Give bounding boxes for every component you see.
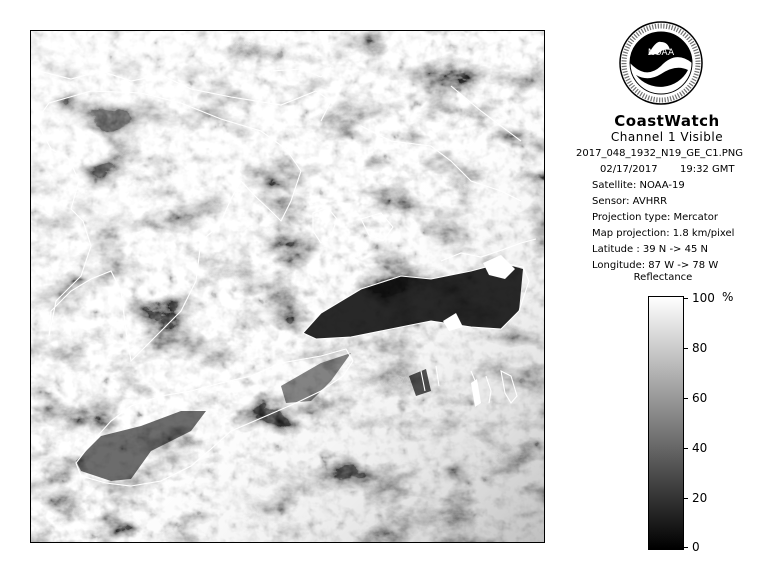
app-title: CoastWatch	[614, 112, 720, 130]
colorbar-tick	[683, 398, 688, 399]
sensor-line: Sensor: AVHRR	[592, 196, 668, 207]
noaa-logo	[618, 20, 704, 106]
map-projection-line: Map projection: 1.8 km/pixel	[592, 228, 735, 239]
colorbar-label-20: 20	[692, 491, 708, 505]
logo-text: NOAA	[647, 48, 675, 58]
colorbar-tick	[683, 498, 688, 499]
colorbar-tick	[683, 348, 688, 349]
longitude-line: Longitude: 87 W -> 78 W	[592, 260, 719, 271]
colorbar-label-60: 60	[692, 391, 708, 405]
colorbar-label-40: 40	[692, 441, 708, 455]
satellite-image	[30, 30, 545, 543]
projection-type-line: Projection type: Mercator	[592, 212, 718, 223]
colorbar-label-0: 0	[692, 540, 700, 554]
noaa-seal-icon	[618, 20, 704, 106]
colorbar-tick	[683, 547, 688, 548]
filename: 2017_048_1932_N19_GE_C1.PNG	[576, 148, 744, 159]
satellite-line: Satellite: NOAA-19	[592, 180, 685, 191]
colorbar-label-80: 80	[692, 341, 708, 355]
legend-title: Reflectance	[633, 272, 693, 283]
legend-unit: %	[722, 290, 734, 304]
reflectance-colorbar	[648, 296, 684, 550]
latitude-line: Latitude : 39 N -> 45 N	[592, 244, 708, 255]
colorbar-label-100: 100	[692, 291, 715, 305]
visible-channel-map	[31, 31, 544, 542]
colorbar-tick	[683, 448, 688, 449]
image-date: 02/17/2017	[600, 164, 658, 175]
image-time: 19:32 GMT	[680, 164, 735, 175]
colorbar-tick	[683, 298, 688, 299]
channel-subtitle: Channel 1 Visible	[610, 130, 724, 144]
